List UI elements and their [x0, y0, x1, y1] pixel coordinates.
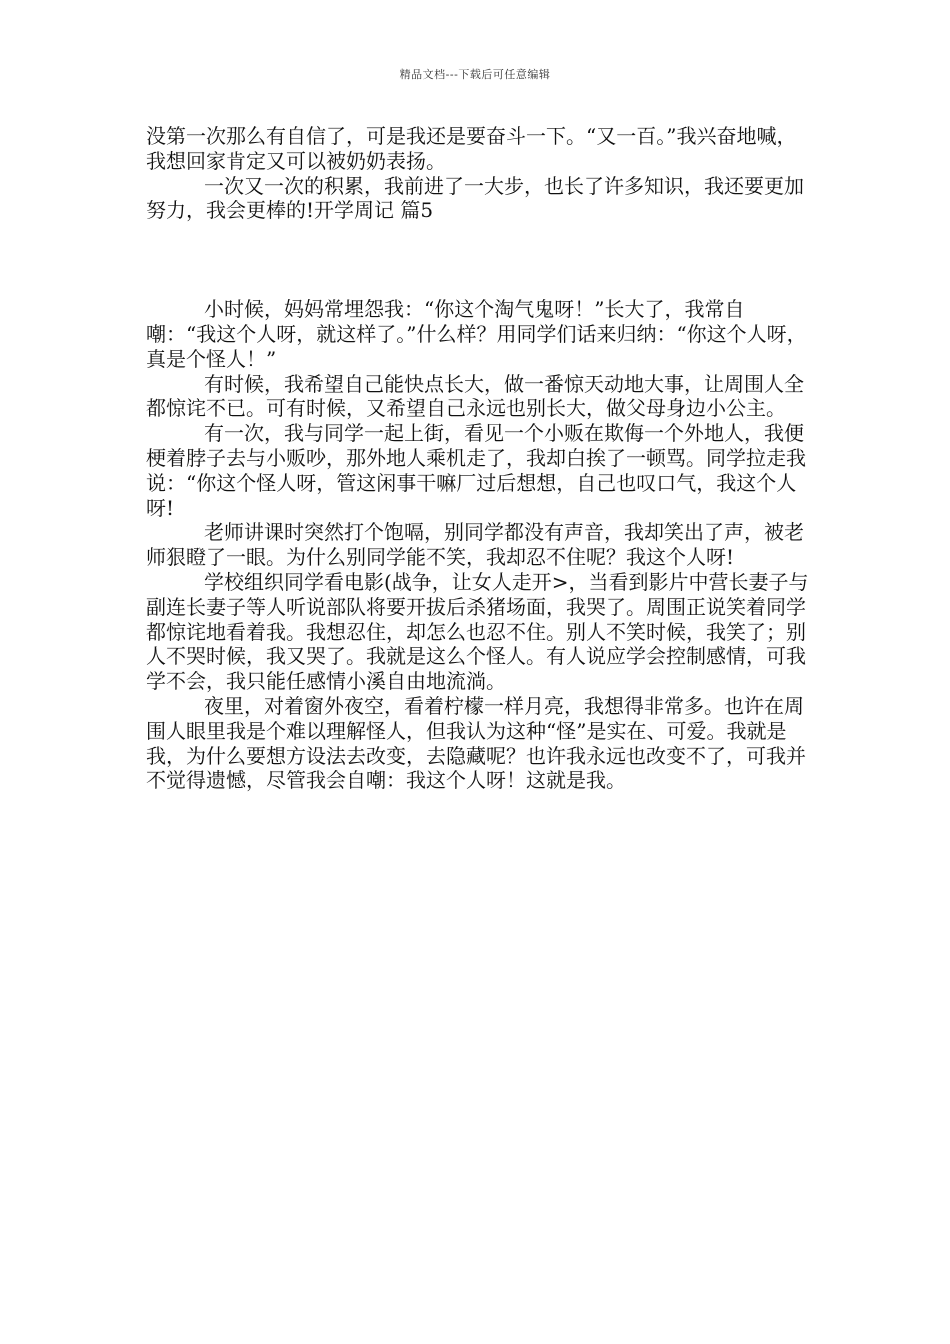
document-body — [146, 124, 810, 793]
paragraph: 有一次，我与同学一起上街，看见一个小贩在欺侮一个外地人，我便梗着脖子去与小贩吵，那外地人乘机走了，我却白挨了一顿骂。同学拉走我说：“你这个怪人呀，管这闲事干嘛厂过后想想，自己也叹口气，我这个人呀! — [146, 421, 806, 520]
section-gap — [146, 223, 810, 297]
paragraph: 夜里，对着窗外夜空，看着柠檬一样月亮，我想得非常多。也许在周围人眼里我是个难以理解怪人，但我认为这种“怪”是实在、可爱。我就是我，为什么要想方设法去改变，去隐藏呢？也许我永远也改变不了，可我并不觉得遗憾，尽管我会自嘲：我这个人呀！这就是我。 — [146, 693, 806, 793]
paragraph: 学校组织同学看电影(战争，让女人走开>，当看到影片中营长妻子与副连长妻子等人听说部队将要开拔后杀猪场面，我哭了。周围正说笑着同学都惊诧地看着我。我想忍住，却怎么也忍不住。别人不笑时候，我笑了；别人不哭时候，我又哭了。我就是这么个怪人。有人说应学会控制感情，可我学不会，我只能任感情小溪自由地流淌。 — [146, 569, 809, 694]
paragraph: 一次又一次的积累，我前进了一大步，也长了许多知识，我还要更加努力，我会更棒的!开学周记 篇5 — [146, 173, 804, 223]
page-header: 精品文档---下载后可任意编辑 — [399, 68, 551, 81]
paragraph-continued: 没第一次那么有自信了，可是我还是要奋斗一下。“又一百。”我兴奋地喊，我想回家肯定又可以被奶奶表扬。 — [146, 124, 797, 173]
paragraph: 老师讲课时突然打个饱嗝，别同学都没有声音，我却笑出了声，被老师狠瞪了一眼。为什么别同学能不笑，我却忍不住呢？我这个人呀! — [146, 520, 804, 570]
paragraph: 有时候，我希望自己能快点长大，做一番惊天动地大事，让周围人全都惊诧不已。可有时候，又希望自己永远也别长大，做父母身边小公主。 — [146, 371, 804, 421]
paragraph: 小时候，妈妈常埋怨我：“你这个淘气鬼呀！”长大了，我常自嘲：“我这个人呀，就这样了。”什么样？用同学们话来归纳：“你这个人呀，真是个怪人！” — [146, 297, 807, 371]
